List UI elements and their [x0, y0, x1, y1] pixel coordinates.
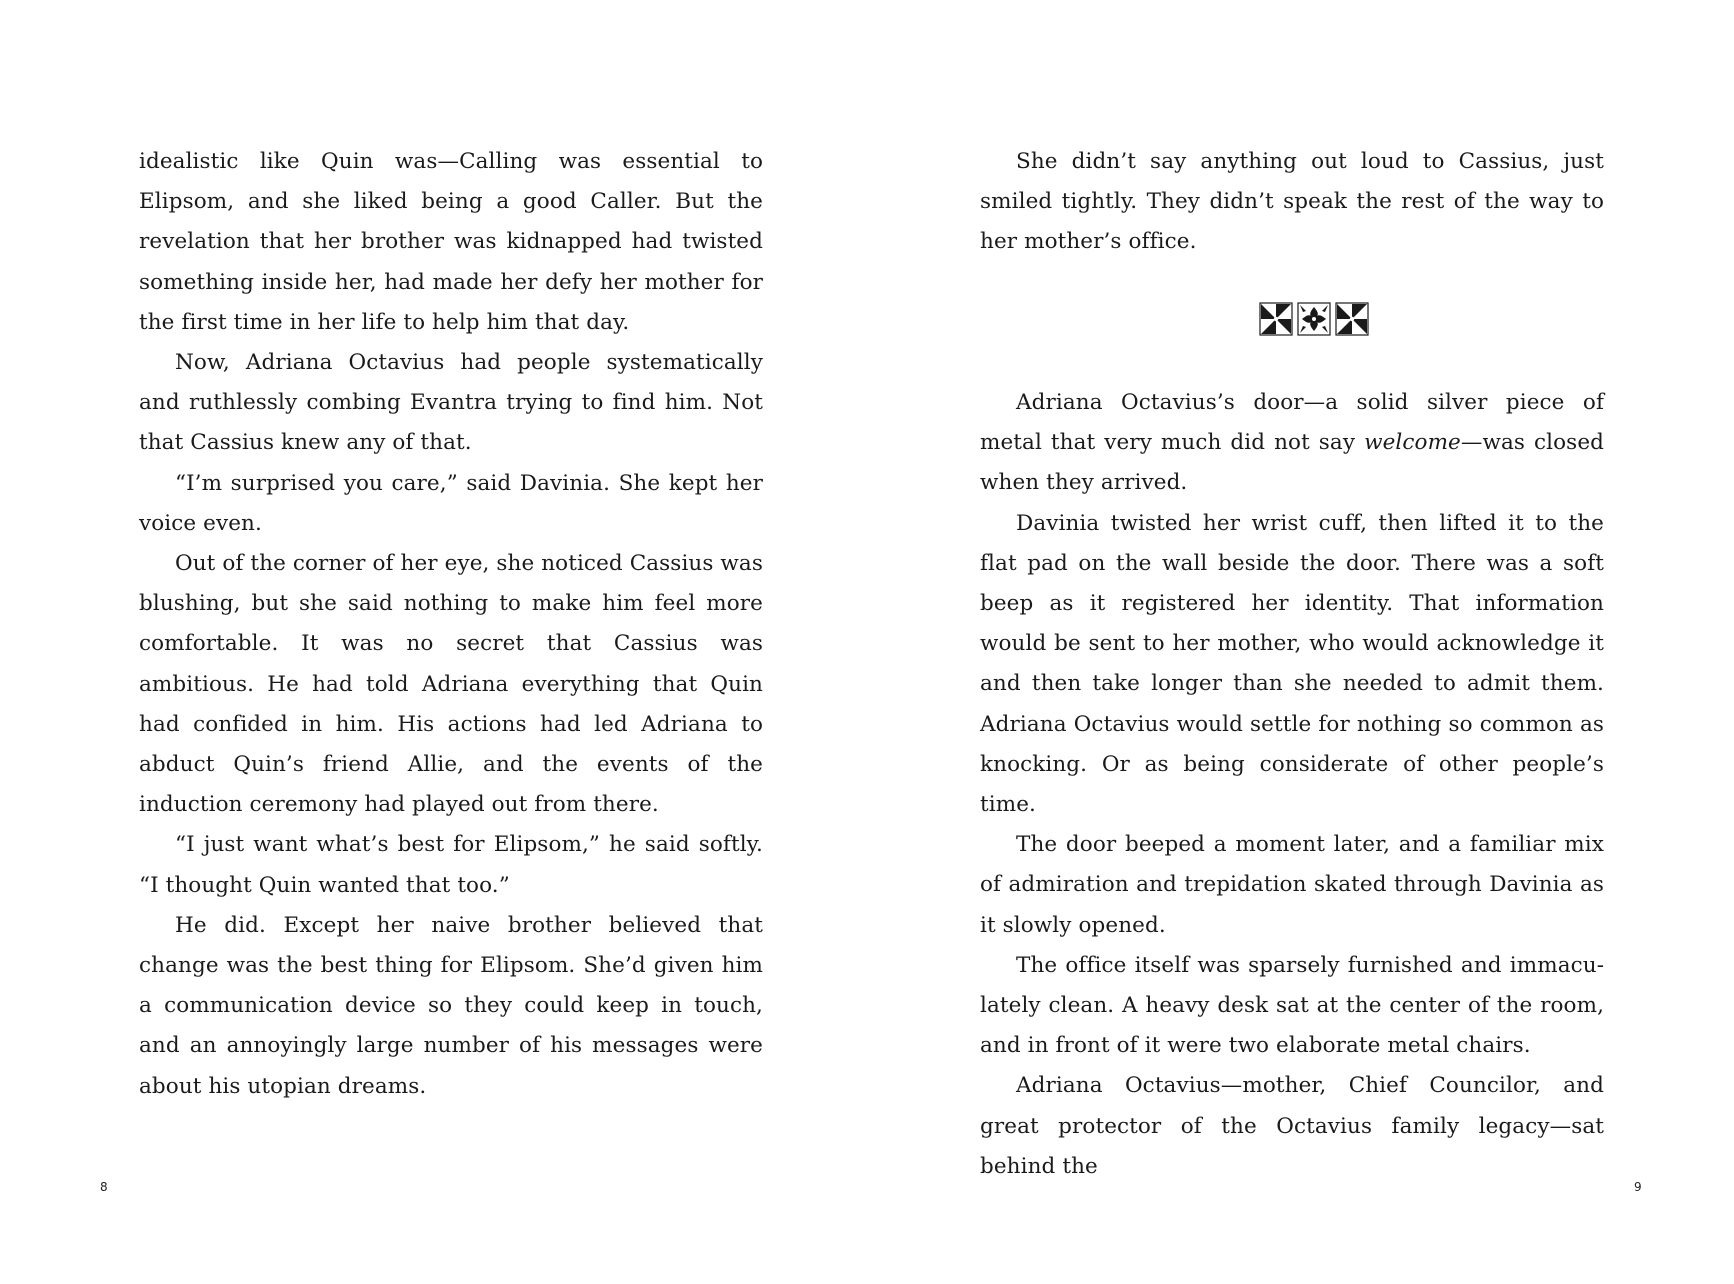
- right-page: [867, 0, 1734, 1284]
- paragraph: The office itself was sparsely furnished and immaculately clean. A heavy desk sat at the center of the room, and in front of it were two elaborate metal chairs.: [980, 952, 1604, 1059]
- paragraph: idealistic like Quin was—Calling was essential to Elipsom, and she liked being a good Caller. But the revelation that her brother was kidnapped had twisted something inside her, had made her defy her mother for the first time in her life to help him that day.: [139, 149, 763, 335]
- paragraph: Davinia twisted her wrist cuff, then lifted it to the flat pad on the wall beside the door. There was a soft beep as it registered her identity. That information would be sent to her mother, who would acknowledge it and then take longer than she needed to admit them. Adriana Octavius would settle for nothing so common as knocking. Or as being considerate of other people’s time.: [980, 510, 1604, 818]
- page-number: 8: [100, 1180, 108, 1194]
- right-page-text-bottom: [980, 383, 1604, 1187]
- page-number: 9: [1634, 1180, 1642, 1194]
- paragraph: He did. Except her naive brother believed that change was the best thing for Elipsom. She’d given him a communication device so they could keep in touch, and an annoyingly large number of his messages were about his utopian dreams.: [139, 912, 763, 1099]
- right-page-text-top: [980, 142, 1604, 263]
- paragraph: “I just want what’s best for Elipsom,” he said softly. “I thought Quin wanted that too.”: [139, 832, 763, 898]
- paragraph-text: —was closed when they arrived.: [980, 430, 1605, 496]
- paragraph-text: Adriana Octavius’s door—a solid silver piece of metal that very much did not say: [980, 390, 1604, 456]
- emphasis-text: welcome: [1364, 430, 1461, 456]
- paragraph: The door beeped a moment later, and a familiar mix of admiration and trepidation skated through Davinia as it slowly opened.: [980, 832, 1604, 938]
- paragraph: Now, Adriana Octavius had people systematically and ruthlessly combing Evantra trying to find him. Not that Cassius knew any of that.: [139, 350, 763, 456]
- paragraph: [980, 383, 1604, 504]
- paragraph: “I’m surprised you care,” said Davinia. She kept her voice even.: [139, 470, 763, 536]
- paragraph: Out of the corner of her eye, she noticed Cassius was blushing, but she said nothing to make him feel more comfortable. It was no secret that Cassius was ambitious. He had told Adriana everything that Quin had confided in him. His actions had led Adriana to abduct Quin’s friend Allie, and the events of the induction ceremony had played out from there.: [139, 551, 763, 818]
- left-page-text: [139, 142, 763, 1107]
- paragraph: She didn’t say anything out loud to Cassius, just smiled tightly. They didn’t speak the rest of the way to her mother’s office.: [980, 149, 1604, 255]
- scene-break-ornament-icon: [1258, 300, 1370, 338]
- paragraph: Adriana Octavius—mother, Chief Councilor, and great protector of the Octavius family legacy—sat behind the: [980, 1073, 1604, 1179]
